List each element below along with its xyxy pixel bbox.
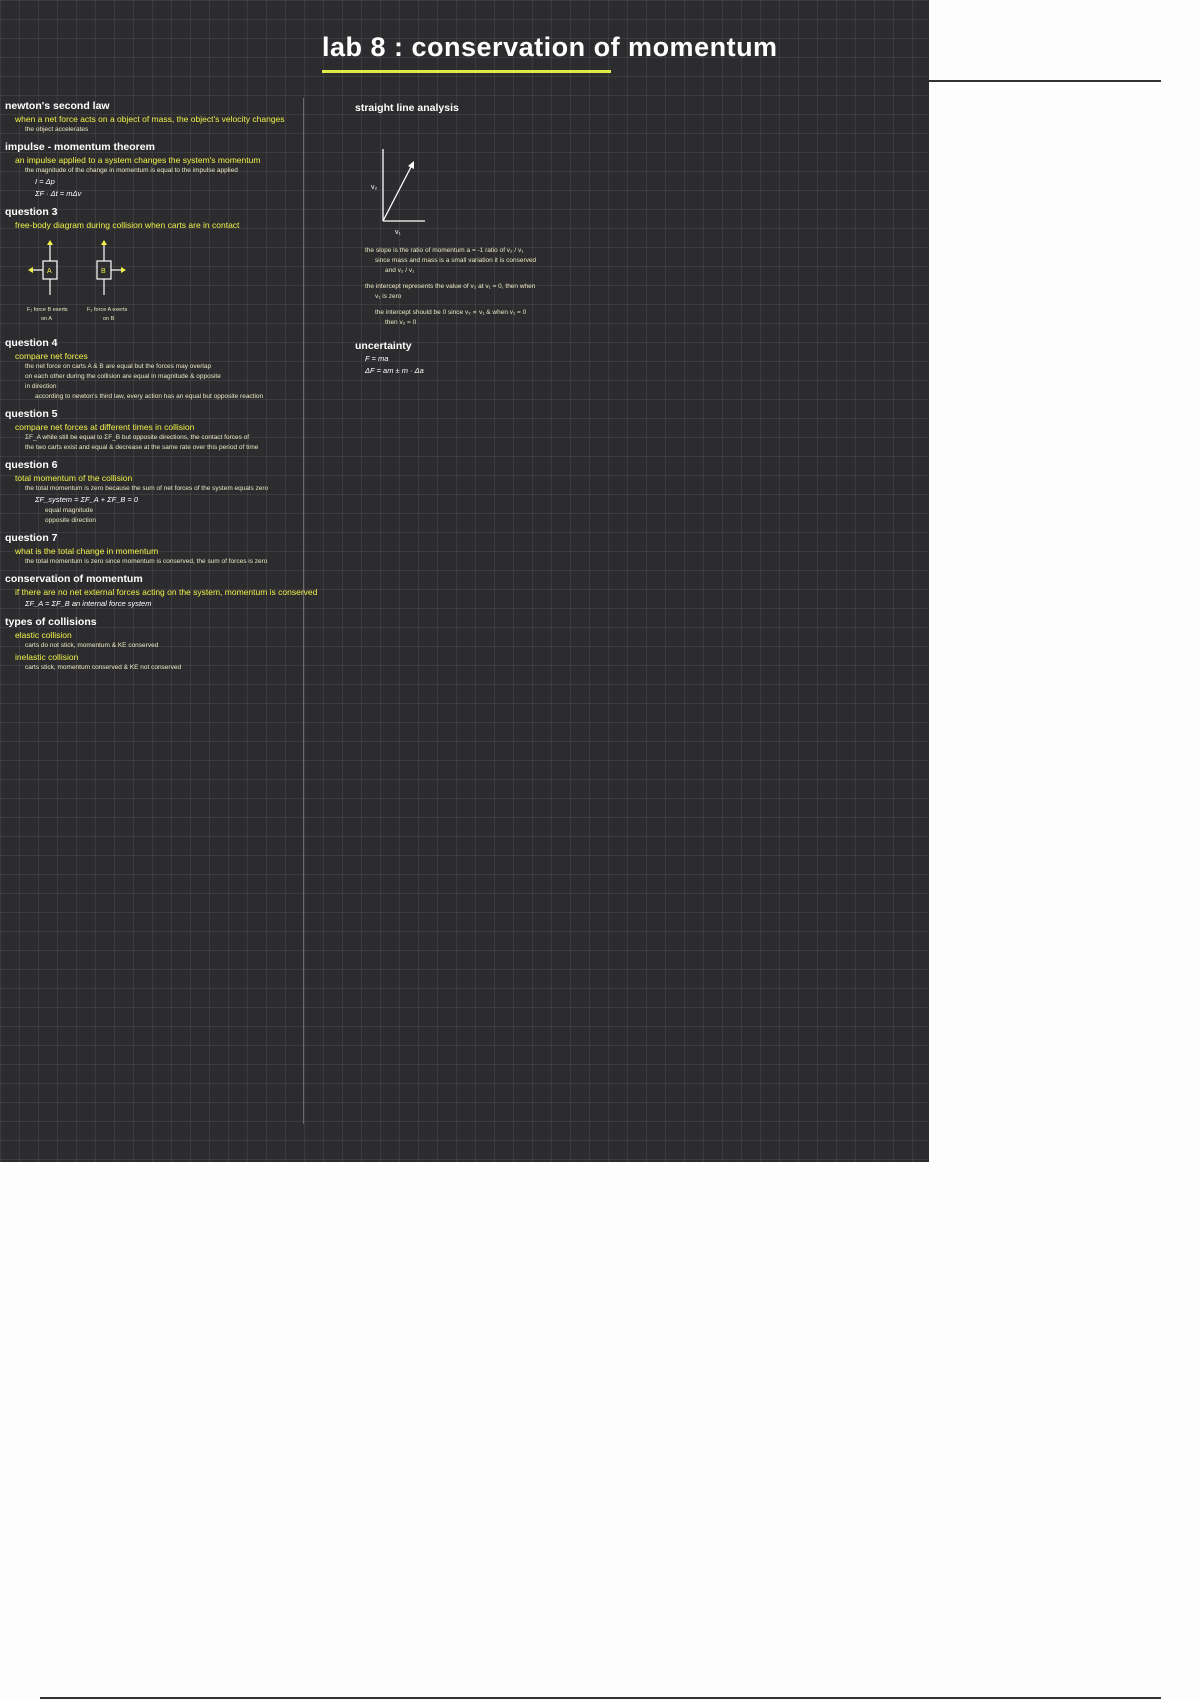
section-question-5 — [5, 408, 297, 453]
note-line: since mass and mass is a small variation it is conserved — [375, 257, 537, 264]
note-line: the magnitude of the change in momentum is equal to the impulse applied — [25, 167, 238, 174]
note-line: compare net forces — [15, 351, 88, 361]
note-line: in direction — [25, 383, 57, 390]
section-conservation-of-momentum — [5, 573, 318, 610]
note-line: free-body diagram during collision when carts are in contact — [15, 220, 240, 230]
section-newtons-second-law — [5, 100, 297, 135]
section-heading: newton's second law — [5, 100, 110, 112]
note-line: the intercept should be 0 since v₂ ∝ v₁ & when v₁ = 0 — [375, 309, 527, 316]
formula: ΣF · Δt = mΔv — [35, 189, 82, 198]
formula: I = Δp — [35, 177, 55, 186]
title-underline — [322, 70, 611, 73]
note-line: opposite direction — [45, 517, 96, 524]
formula: ΣF_system = ΣF_A + ΣF_B = 0 — [35, 495, 139, 504]
section-heading: uncertainty — [355, 340, 412, 352]
section-heading: straight line analysis — [355, 102, 459, 114]
formula: ΣF_A = ΣF_B an internal force system — [25, 599, 152, 608]
fbd-caption: on B — [103, 316, 115, 322]
section-question-6 — [5, 459, 297, 526]
section-heading: impulse - momentum theorem — [5, 141, 155, 153]
section-heading: question 5 — [5, 408, 58, 420]
cart-b-label: B — [101, 268, 106, 275]
bottom-rule — [40, 1697, 1161, 1699]
note-line: carts stick, momentum conserved & KE not conserved — [25, 664, 182, 671]
section-heading: question 6 — [5, 459, 58, 471]
page-title: lab 8 : conservation of momentum — [322, 32, 778, 62]
top-right-rule — [929, 80, 1161, 82]
right-column — [355, 102, 735, 377]
note-line: then v₂ = 0 — [385, 319, 417, 326]
formula: ΔF = am ± m · Δa — [365, 366, 424, 375]
formula: F = ma — [365, 354, 389, 363]
section-heading: question 7 — [5, 532, 58, 544]
section-straight-line-analysis — [355, 102, 735, 328]
note-line: equal magnitude — [45, 507, 94, 514]
section-question-3 — [5, 206, 297, 331]
note-line: elastic collision — [15, 630, 72, 640]
fbd-caption: F₁ force B exerts — [27, 307, 68, 313]
note-line: the net force on carts A & B are equal but the forces may overlap — [25, 363, 212, 370]
note-line: the total momentum is zero because the sum of net forces of the system equals zero — [25, 485, 269, 492]
note-line: total momentum of the collision — [15, 473, 133, 483]
cart-a-label: A — [47, 268, 52, 275]
note-line: the total momentum is zero since momentum is conserved, the sum of forces is zero — [25, 558, 268, 565]
x-axis-label: v₁ — [395, 229, 401, 236]
section-heading: types of collisions — [5, 616, 97, 628]
column-divider — [303, 98, 304, 1124]
note-line: what is the total change in momentum — [15, 546, 159, 556]
note-line: if there are no net external forces acting on the system, momentum is conserved — [15, 587, 318, 597]
note-line: when a net force acts on a object of mass, the object's velocity changes — [15, 114, 285, 124]
section-heading: question 3 — [5, 206, 58, 218]
note-line: according to newton's third law, every action has an equal but opposite reaction — [35, 393, 264, 400]
free-body-diagram — [25, 231, 165, 326]
note-line: carts do not stick, momentum & KE conserved — [25, 642, 159, 649]
note-line: compare net forces at different times in collision — [15, 422, 195, 432]
note-line: on each other during the collision are equal in magnitude & opposite — [25, 373, 221, 380]
section-impulse-momentum — [5, 141, 297, 200]
left-column — [5, 100, 318, 673]
note-line: ΣF_A while still be equal to ΣF_B but opposite directions, the contact forces of — [25, 434, 250, 441]
section-heading: conservation of momentum — [5, 573, 143, 585]
section-heading: question 4 — [5, 337, 58, 349]
note-line: inelastic collision — [15, 652, 79, 662]
note-line: the intercept represents the value of v₂ at v₁ = 0, then when — [365, 283, 536, 290]
section-question-4 — [5, 337, 297, 402]
note-line: an impulse applied to a system changes the system's momentum — [15, 155, 261, 165]
note-line: and v₂ / v₁ — [385, 267, 415, 274]
section-types-of-collisions — [5, 616, 297, 673]
fbd-caption: F₂ force A exerts — [87, 307, 128, 313]
fbd-caption: on A — [41, 316, 53, 322]
note-line: v₁ is zero — [375, 293, 402, 300]
note-line: the slope is the ratio of momentum a = -1 ratio of v₂ / v₁ — [365, 247, 524, 254]
note-line: the two carts exist and equal & decrease at the same rate over this period of time — [25, 444, 259, 451]
line-graph — [365, 143, 455, 238]
section-question-7 — [5, 532, 297, 567]
y-axis-label: v₂ — [371, 184, 378, 191]
section-uncertainty — [355, 340, 735, 377]
note-line: the object accelerates — [25, 126, 89, 133]
